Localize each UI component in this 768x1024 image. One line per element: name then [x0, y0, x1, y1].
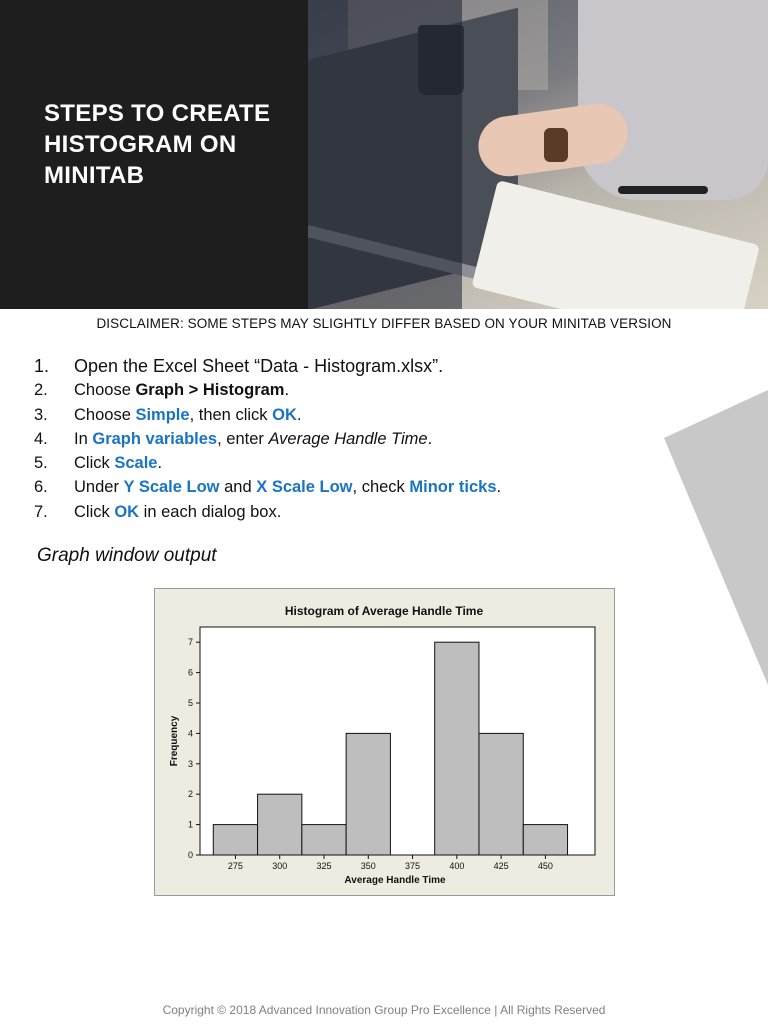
step-text-part: Choose [74, 381, 136, 400]
y-tick-label: 5 [187, 698, 193, 708]
step-text-part: and [219, 478, 257, 497]
x-tick-label: 350 [360, 861, 376, 871]
chart-title: Histogram of Average Handle Time [284, 604, 484, 618]
step-number: 6. [34, 478, 48, 497]
histogram-bar [435, 642, 479, 855]
step-item [34, 427, 634, 451]
step-text [74, 354, 443, 378]
title-line: HISTOGRAM ON [44, 131, 237, 158]
ui-term: Minor ticks [409, 478, 497, 497]
histogram-bar [523, 825, 567, 855]
step-text-part: in each dialog box. [139, 502, 282, 521]
step-text-part: Click [74, 502, 115, 521]
step-number: 1. [34, 356, 50, 376]
decorative-shape [664, 390, 768, 690]
step-text-part: , check [352, 478, 410, 497]
disclaimer: DISCLAIMER: SOME STEPS MAY SLIGHTLY DIFFER BASED ON YOUR MINITAB VERSION [96, 316, 672, 331]
histogram-bar [479, 733, 523, 855]
title-line: STEPS TO CREATE [44, 100, 271, 127]
ui-term: OK [272, 405, 297, 424]
histogram-bar [213, 825, 257, 855]
step-text-part: . [296, 405, 302, 424]
step-number: 5. [34, 454, 48, 473]
step-text [74, 475, 501, 499]
menu-path: Graph > Histogram [135, 381, 285, 400]
step-item [34, 500, 634, 524]
histogram-chart [155, 589, 614, 895]
histogram-bar [302, 825, 346, 855]
photo-sleeve [578, 0, 768, 200]
step-text [74, 500, 281, 524]
photo-watch [544, 128, 568, 162]
step-text-part: , enter [217, 429, 269, 448]
y-axis-label: Frequency [169, 715, 180, 767]
photo-pen [618, 186, 708, 194]
step-item [34, 475, 634, 499]
step-text-part: Choose [74, 405, 136, 424]
x-tick-label: 300 [272, 861, 288, 871]
step-text-part: , then click [189, 405, 273, 424]
step-item [34, 403, 634, 427]
photo-overlay [308, 0, 462, 309]
x-tick-label: 325 [316, 861, 332, 871]
y-tick-label: 4 [187, 728, 193, 739]
ui-term: X Scale Low [256, 478, 353, 497]
step-text [74, 403, 301, 427]
header-photo [308, 0, 768, 309]
step-text-part: Open the Excel Sheet “Data - Histogram.xlsx”. [74, 356, 444, 376]
step-text-part: Under [74, 478, 124, 497]
x-tick-label: 450 [537, 861, 553, 871]
ui-term: OK [114, 502, 140, 521]
histogram-figure [154, 588, 615, 896]
step-number: 4. [34, 429, 48, 448]
step-text-part: In [74, 429, 93, 448]
step-text-part: Click [74, 454, 115, 473]
step-item [34, 354, 634, 378]
x-tick-label: 425 [493, 861, 509, 871]
section-subheading: Graph window output [37, 545, 217, 566]
ui-term: Scale [114, 454, 158, 473]
step-text-part: . [427, 429, 433, 448]
step-number: 2. [34, 381, 48, 400]
step-item [34, 451, 634, 475]
step-text-part: . [284, 381, 290, 400]
footer-copyright: Copyright © 2018 Advanced Innovation Group Pro Excellence | All Rights Reserved [162, 1003, 606, 1017]
y-tick-label: 7 [187, 637, 193, 648]
step-text [74, 451, 162, 475]
y-tick-label: 0 [187, 850, 193, 860]
x-tick-label: 400 [449, 861, 465, 871]
header-banner [0, 0, 768, 309]
step-number: 3. [34, 405, 48, 424]
y-tick-label: 6 [187, 667, 193, 678]
y-tick-label: 1 [187, 819, 193, 830]
x-axis-label: Average Handle Time [344, 875, 446, 886]
ui-term: Simple [135, 405, 190, 424]
step-text [74, 427, 432, 451]
x-tick-label: 375 [405, 861, 421, 871]
step-number: 7. [34, 502, 48, 521]
y-tick-label: 2 [187, 789, 193, 800]
step-text-part: . [157, 454, 163, 473]
title-line: MINITAB [44, 162, 145, 189]
step-item [34, 378, 634, 402]
step-text-part: . [496, 478, 502, 497]
page-title [44, 98, 294, 191]
steps-list [34, 354, 634, 524]
histogram-bar [258, 794, 302, 855]
histogram-bar [346, 733, 390, 855]
y-tick-label: 3 [187, 758, 193, 769]
step-text [74, 378, 289, 402]
variable-name: Average Handle Time [268, 429, 428, 448]
x-tick-label: 275 [227, 861, 243, 871]
ui-term: Graph variables [92, 429, 218, 448]
ui-term: Y Scale Low [123, 478, 220, 497]
